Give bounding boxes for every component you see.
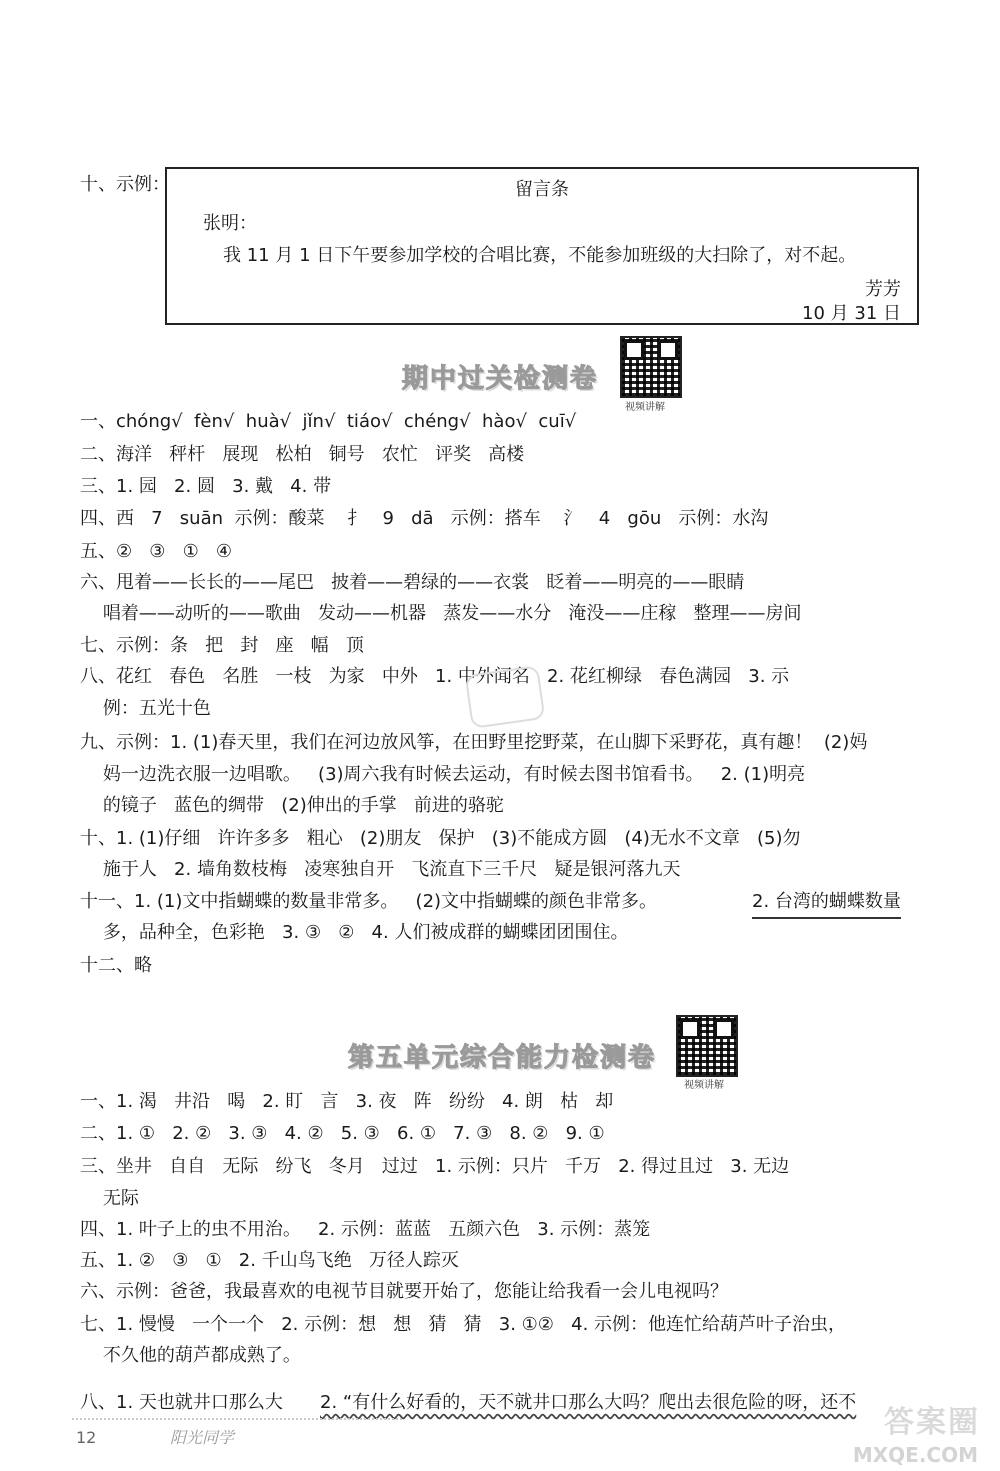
answer-line: 四、1. 叶子上的虫不用治。 2. 示例：蓝蓝 五颜六色 3. 示例：蒸笼 [80,1219,651,1240]
answer-line: 八、1. 天也就井口那么大 [80,1392,301,1413]
underlined-answer: 2. 台湾的蝴蝶数量 [752,887,901,919]
answer-line: 十二、略 [80,955,152,976]
qr-code-icon-2[interactable] [676,1015,738,1077]
message-note [165,167,919,325]
note-signature: 芳芳 [865,279,901,300]
watermark-logo: 答案圈 [884,1405,980,1440]
note-body: 我 11 月 1 日下午要参加学校的合唱比赛，不能参加班级的大扫除了，对不起。 [223,245,857,266]
midterm-title: 期中过关检测卷 [402,364,599,394]
note-title: 留言条 [515,179,569,200]
answer-line: 无际 [80,1188,139,1209]
answer-line: 二、海洋 秤杆 展现 松柏 铜号 农忙 评奖 高楼 [80,444,525,465]
answer-line: 的镜子 蓝色的绸带 (2)伸出的手掌 前进的骆驼 [80,795,504,816]
answer-line: 三、1. 园 2. 圆 3. 戴 4. 带 [80,476,332,497]
brand-logo: 阳光同学 [170,1428,235,1447]
footer-divider [72,1418,402,1422]
note-greeting: 张明： [203,213,257,234]
answer-line: 九、示例：1. (1)春天里，我们在河边放风筝，在田野里挖野菜，在山脚下采野花，真有趣！ (2)妈 [80,732,868,753]
answer-line: 十一、1. (1)文中指蝴蝶的数量非常多。 (2)文中指蝴蝶的颜色非常多。 [80,891,675,912]
answer-line: 八、花红 春色 名胜 一枝 为家 中外 1. 中外闻名 2. 花红柳绿 春色满园 3. 示 [80,666,790,687]
answer-line: 七、1. 慢慢 一个一个 2. 示例：想 想 猜 猜 3. ①② 4. 示例：他连忙给葫芦叶子治虫， [80,1314,847,1335]
answer-line: 十、1. (1)仔细 许许多多 粗心 (2)朋友 保护 (3)不能成方圆 (4)无水不文章 (5)勿 [80,828,801,849]
answer-line: 二、1. ① 2. ② 3. ③ 4. ② 5. ③ 6. ① 7. ③ 8. ② 9. ① [80,1123,605,1144]
page-number: 12 [76,1428,97,1447]
answer-line: 一、1. 渴 井沿 喝 2. 盯 言 3. 夜 阵 纷纷 4. 朗 枯 却 [80,1091,614,1112]
answer-line: 例：五光十色 [80,698,211,719]
answer-line: 三、坐井 自自 无际 纷飞 冬月 过过 1. 示例：只片 千万 2. 得过且过 3. 无边 [80,1156,790,1177]
stamp-mark [465,665,546,729]
qr-label-2: 视频讲解 [684,1080,724,1091]
answer-line: 不久他的葫芦都成熟了。 [80,1345,301,1366]
answer-line: 七、示例：条 把 封 座 幅 顶 [80,635,364,656]
section-ten-label: 十、示例： [80,174,170,195]
qr-label: 视频讲解 [625,402,665,413]
answer-line: 多，品种全，色彩艳 3. ③ ② 4. 人们被成群的蝴蝶团团围住。 [80,922,629,943]
answer-line: 六、示例：爸爸，我最喜欢的电视节目就要开始了，您能让给我看一会儿电视吗？ [80,1281,728,1302]
answer-line: 妈一边洗衣服一边唱歌。 (3)周六我有时候去运动，有时候去图书馆看书。 2. (1)明亮 [80,764,806,785]
answer-line: 四、西 7 suān 示例：酸菜 扌 9 dā 示例：搭车 氵 4 gōu 示例：水沟 [80,508,769,529]
watermark-url: MXQE.COM [852,1443,978,1467]
answer-line: 唱着——动听的——歌曲 发动——机器 蒸发——水分 淹没——庄稼 整理——房间 [80,603,802,624]
wavy-underlined-answer: 2. “有什么好看的，天不就井口那么大吗？爬出去很危险的呀，还不 [320,1392,857,1413]
answer-line: 一、chóng√ fèn√ huà√ jǐn√ tiáo√ chéng√ hào√ cuī√ [80,411,577,432]
answer-line: 施于人 2. 墙角数枝梅 凌寒独自开 飞流直下三千尺 疑是银河落九天 [80,859,681,880]
qr-code-icon[interactable] [620,336,682,398]
note-date: 10 月 31 日 [802,303,901,324]
unit5-title: 第五单元综合能力检测卷 [348,1043,657,1073]
answer-line: 五、② ③ ① ④ [80,541,233,562]
answer-line: 五、1. ② ③ ① 2. 千山鸟飞绝 万径人踪灭 [80,1250,459,1271]
answer-line: 六、甩着——长长的——尾巴 披着——碧绿的——衣裳 眨着——明亮的——眼睛 [80,572,745,593]
